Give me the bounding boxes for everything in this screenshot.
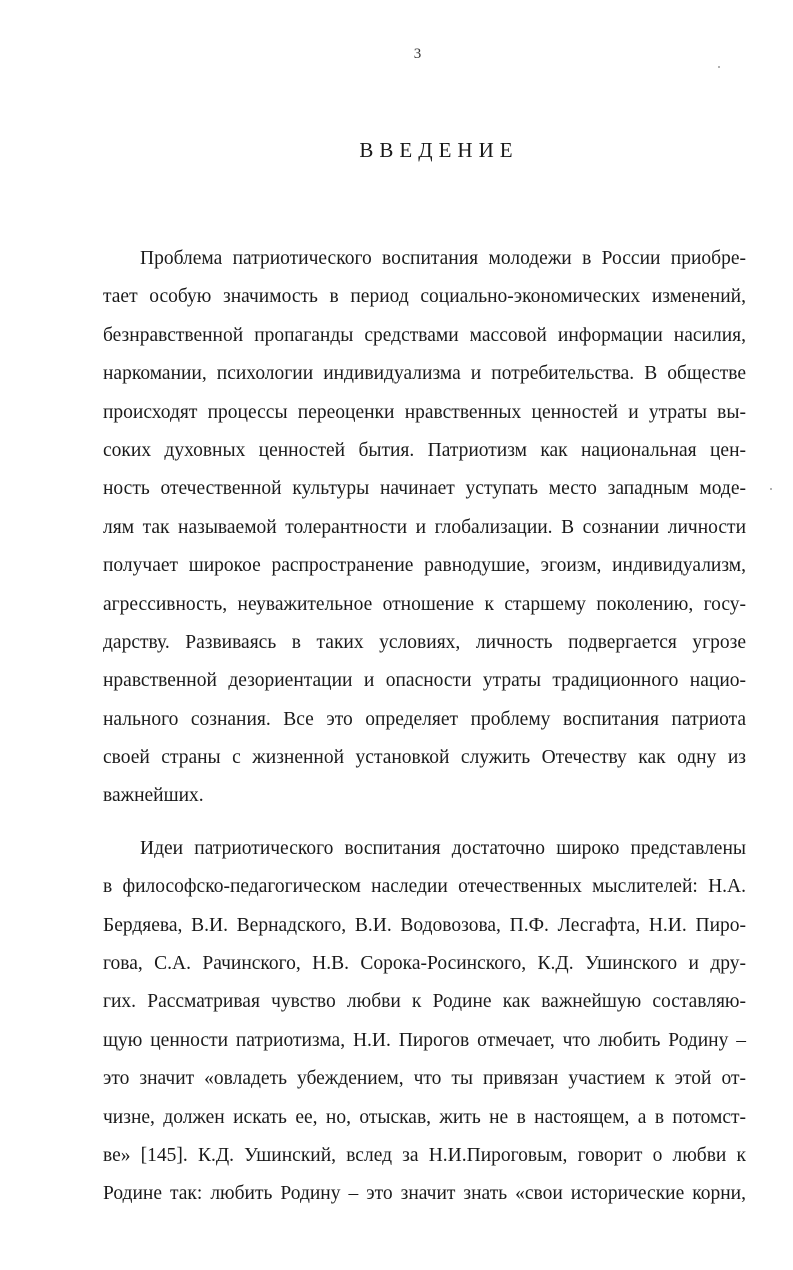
text-line: своей страны с жизненной установкой служить Отечеству как одну из xyxy=(103,747,746,769)
text-line: происходят процессы переоценки нравственных ценностей и утраты вы- xyxy=(103,401,746,423)
section-heading: ВВЕДЕНИЕ xyxy=(359,138,519,162)
text-line: чизне, должен искать ее, но, отыскав, жить не в настоящем, а в потомст- xyxy=(103,1106,746,1128)
text-line: агрессивность, неуважительное отношение к старшему поколению, госу- xyxy=(103,593,746,615)
paragraph-1 xyxy=(103,240,746,816)
text-line: дарству. Развиваясь в таких условиях, личность подвергается угрозе xyxy=(103,631,746,653)
text-line: лям так называемой толерантности и глобализации. В сознании личности xyxy=(103,516,746,538)
text-line: Идеи патриотического воспитания достаточно широко представлены xyxy=(140,837,746,859)
text-line: ность отечественной культуры начинает уступать место западным моде- xyxy=(103,478,746,500)
text-line: в философско-педагогическом наследии отечественных мыслителей: Н.А. xyxy=(103,876,746,898)
text-line: соких духовных ценностей бытия. Патриотизм как национальная цен- xyxy=(103,439,746,461)
scan-speck xyxy=(770,488,772,490)
text-line: ве» [145]. К.Д. Ушинский, вслед за Н.И.Пироговым, говорит о любви к xyxy=(103,1144,746,1166)
page-number: 3 xyxy=(413,46,422,62)
text-line: гова, С.А. Рачинского, Н.В. Сорока-Росинского, К.Д. Ушинского и дру- xyxy=(103,953,746,975)
text-line: важнейших. xyxy=(103,785,204,807)
text-line: безнравственной пропаганды средствами массовой информации насилия, xyxy=(103,324,746,346)
text-line: тает особую значимость в период социально-экономических изменений, xyxy=(103,286,746,308)
scan-speck xyxy=(718,66,720,68)
text-line: Родине так: любить Родину – это значит знать «свои исторические корни, xyxy=(103,1183,746,1205)
text-line: щую ценности патриотизма, Н.И. Пирогов отмечает, что любить Родину – xyxy=(103,1029,746,1051)
text-line: Проблема патриотического воспитания молодежи в России приобре- xyxy=(140,248,746,269)
text-line: это значит «овладеть убеждением, что ты привязан участием к этой от- xyxy=(103,1068,746,1090)
text-line: гих. Рассматривая чувство любви к Родине как важнейшую составляю- xyxy=(103,991,746,1013)
body-text xyxy=(103,240,746,1214)
paragraph-gap xyxy=(103,816,746,830)
text-line: Бердяева, В.И. Вернадского, В.И. Водовозова, П.Ф. Лесгафта, Н.И. Пиро- xyxy=(103,914,746,936)
paragraph-2 xyxy=(103,830,746,1214)
text-line: наркомании, психологии индивидуализма и потребительства. В обществе xyxy=(103,363,746,385)
text-line: нального сознания. Все это определяет проблему воспитания патриота xyxy=(103,708,746,730)
text-line: получает широкое распространение равнодушие, эгоизм, индивидуализм, xyxy=(103,555,746,577)
text-line: нравственной дезориентации и опасности утраты традиционного нацио- xyxy=(103,670,746,692)
